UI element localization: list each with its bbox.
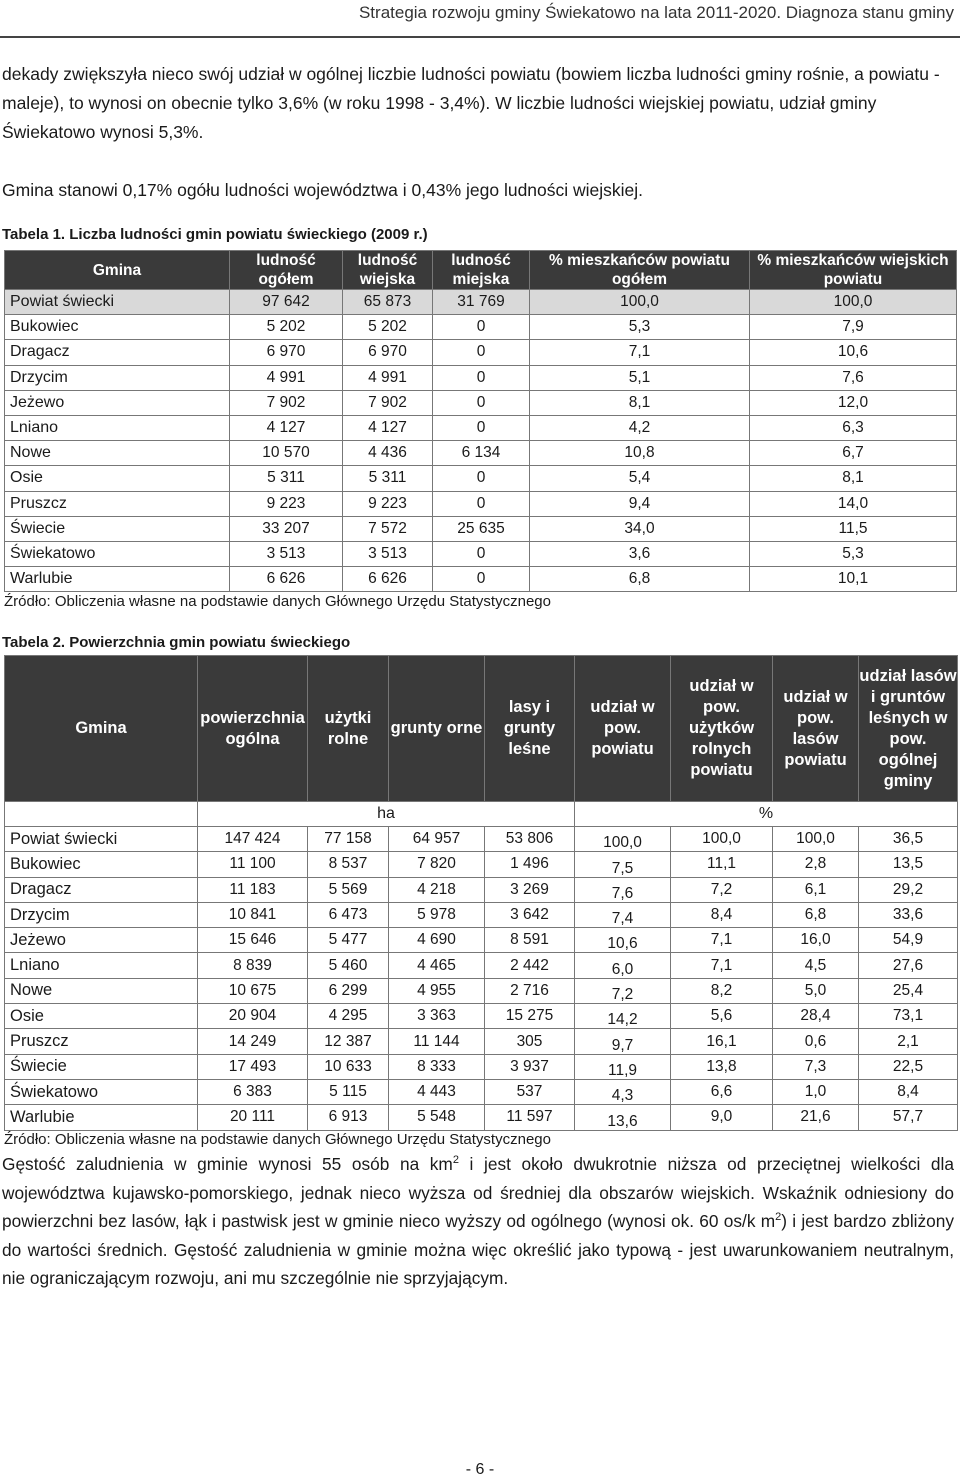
table-cell: 5 202 bbox=[230, 315, 343, 340]
table-cell: 54,9 bbox=[859, 928, 958, 953]
table-cell: 6,8 bbox=[530, 567, 750, 592]
paragraph-population-share: dekady zwiększyła nieco swój udział w ogólnej liczbie ludności powiatu (bowiem liczba ludności gminy rośnie, a powiatu - maleje), to wynosi on obecnie tylko 3,6% (w roku 1998 - 3,4%). W liczbie ludności wiejskiej powiatu, udział gminy Świekatowo wynosi 5,3%. bbox=[2, 64, 940, 142]
table-cell: 5 548 bbox=[389, 1105, 485, 1130]
table-cell: 1 496 bbox=[485, 852, 575, 877]
table-cell: 537 bbox=[485, 1079, 575, 1104]
table-cell: 14,0 bbox=[750, 491, 957, 516]
table-cell: 11 100 bbox=[198, 852, 308, 877]
gmina-name-cell: Lniano bbox=[5, 953, 198, 978]
table-row bbox=[5, 516, 957, 541]
table-cell: 7,1 bbox=[671, 953, 773, 978]
superscript-2: 2 bbox=[452, 1154, 459, 1167]
table-cell: 6,3 bbox=[750, 415, 957, 440]
table-cell: 64 957 bbox=[389, 827, 485, 852]
table-row bbox=[5, 315, 957, 340]
table-cell: 7,4 bbox=[575, 902, 671, 927]
table2-header-cell: udział w pow. lasów powiatu bbox=[773, 656, 859, 802]
unit-ha: ha bbox=[198, 802, 575, 827]
table-cell: 4,3 bbox=[575, 1079, 671, 1104]
table-row bbox=[5, 953, 958, 978]
gmina-name-cell: Dragacz bbox=[5, 340, 230, 365]
table2-header-cell: Gmina bbox=[5, 656, 198, 802]
table-cell: 11,5 bbox=[750, 516, 957, 541]
table-cell: 15 646 bbox=[198, 928, 308, 953]
table1-header-cell: ludność wiejska bbox=[343, 251, 433, 290]
table-cell: 7,2 bbox=[671, 877, 773, 902]
table-cell: 6,0 bbox=[575, 953, 671, 978]
table-cell: 1,0 bbox=[773, 1079, 859, 1104]
gmina-name-cell: Jeżewo bbox=[5, 928, 198, 953]
table-cell: 4,5 bbox=[773, 953, 859, 978]
table-cell: 4 295 bbox=[308, 1004, 389, 1029]
table-cell: 7 820 bbox=[389, 852, 485, 877]
table2-header-cell: grunty orne bbox=[389, 656, 485, 802]
gmina-name-cell: Bukowiec bbox=[5, 852, 198, 877]
table-cell: 5,4 bbox=[530, 466, 750, 491]
table-cell: 9 223 bbox=[343, 491, 433, 516]
table-cell: 73,1 bbox=[859, 1004, 958, 1029]
table-cell: 8 839 bbox=[198, 953, 308, 978]
table2-caption: Tabela 2. Powierzchnia gmin powiatu świeckiego bbox=[2, 634, 351, 651]
table-cell: 3 937 bbox=[485, 1054, 575, 1079]
table-cell: 3 642 bbox=[485, 902, 575, 927]
table-cell: 5 202 bbox=[343, 315, 433, 340]
table2-header-cell: udział lasów i gruntów leśnych w pow. ogólnej gminy bbox=[859, 656, 958, 802]
table1-source: Źródło: Obliczenia własne na podstawie danych Głównego Urzędu Statystycznego bbox=[4, 593, 551, 610]
gmina-name-cell: Bukowiec bbox=[5, 315, 230, 340]
table-cell: 4 443 bbox=[389, 1079, 485, 1104]
table-cell: 57,7 bbox=[859, 1105, 958, 1130]
table-cell: 2 442 bbox=[485, 953, 575, 978]
unit-percent: % bbox=[575, 802, 958, 827]
table-cell: 9,4 bbox=[530, 491, 750, 516]
table-cell: 5 477 bbox=[308, 928, 389, 953]
table-cell: 6,1 bbox=[773, 877, 859, 902]
table-cell: 0 bbox=[433, 466, 530, 491]
table-cell: 7,9 bbox=[750, 315, 957, 340]
table-row bbox=[5, 1029, 958, 1054]
area-table bbox=[4, 655, 958, 1131]
table-cell: 15 275 bbox=[485, 1004, 575, 1029]
table-cell: 5 569 bbox=[308, 877, 389, 902]
table-cell: 0 bbox=[433, 390, 530, 415]
table-cell: 6 383 bbox=[198, 1079, 308, 1104]
table-cell: 16,0 bbox=[773, 928, 859, 953]
table-cell: 2 716 bbox=[485, 978, 575, 1003]
table-cell: 9 223 bbox=[230, 491, 343, 516]
table-cell: 6 626 bbox=[343, 567, 433, 592]
table-cell: 0 bbox=[433, 340, 530, 365]
page-number: - 6 - bbox=[465, 1461, 495, 1478]
table-cell: 6 473 bbox=[308, 902, 389, 927]
gmina-name-cell: Drzycim bbox=[5, 902, 198, 927]
table-cell: 22,5 bbox=[859, 1054, 958, 1079]
gmina-name-cell: Warlubie bbox=[5, 1105, 198, 1130]
gmina-name-cell: Świecie bbox=[5, 1054, 198, 1079]
table-cell: 12,0 bbox=[750, 390, 957, 415]
table-cell: 5 311 bbox=[343, 466, 433, 491]
table-row bbox=[5, 491, 957, 516]
table-cell: 97 642 bbox=[230, 290, 343, 315]
table-row bbox=[5, 928, 958, 953]
table-cell: 2,8 bbox=[773, 852, 859, 877]
table2-header-row bbox=[5, 656, 958, 802]
table-cell: 3 363 bbox=[389, 1004, 485, 1029]
table-cell: 5 978 bbox=[389, 902, 485, 927]
table-row bbox=[5, 466, 957, 491]
paragraph-voivodeship-share: Gmina stanowi 0,17% ogółu ludności województwa i 0,43% jego ludności wiejskiej. bbox=[2, 180, 644, 200]
table-cell: 20 111 bbox=[198, 1105, 308, 1130]
table-cell: 31 769 bbox=[433, 290, 530, 315]
table1-caption: Tabela 1. Liczba ludności gmin powiatu świeckiego (2009 r.) bbox=[2, 226, 428, 243]
gmina-name-cell: Nowe bbox=[5, 441, 230, 466]
table-cell: 6,6 bbox=[671, 1079, 773, 1104]
table-cell: 0 bbox=[433, 415, 530, 440]
table-cell: 13,5 bbox=[859, 852, 958, 877]
table2-source: Źródło: Obliczenia własne na podstawie danych Głównego Urzędu Statystycznego bbox=[4, 1131, 551, 1148]
gmina-name-cell: Pruszcz bbox=[5, 1029, 198, 1054]
table-cell: 7,6 bbox=[575, 877, 671, 902]
table-row bbox=[5, 877, 958, 902]
table-cell: 7,1 bbox=[671, 928, 773, 953]
table-cell: 100,0 bbox=[671, 827, 773, 852]
running-title: Strategia rozwoju gminy Świekatowo na lata 2011-2020. Diagnoza stanu gminy bbox=[358, 3, 954, 22]
table-cell: 100,0 bbox=[575, 827, 671, 852]
table-cell: 2,1 bbox=[859, 1029, 958, 1054]
table-cell: 4 991 bbox=[343, 365, 433, 390]
table1-header-cell: % mieszkańców powiatu ogółem bbox=[530, 251, 750, 290]
table-cell: 11,1 bbox=[671, 852, 773, 877]
table-cell: 25 635 bbox=[433, 516, 530, 541]
table-cell: 11 144 bbox=[389, 1029, 485, 1054]
table-cell: 7,3 bbox=[773, 1054, 859, 1079]
table-cell: 5 460 bbox=[308, 953, 389, 978]
gmina-name-cell: Drzycim bbox=[5, 365, 230, 390]
table-cell: 0 bbox=[433, 491, 530, 516]
table-cell: 3,6 bbox=[530, 541, 750, 566]
table-row bbox=[5, 1079, 958, 1104]
table-cell: 5,0 bbox=[773, 978, 859, 1003]
table-cell: 5 115 bbox=[308, 1079, 389, 1104]
table-cell: 4,2 bbox=[530, 415, 750, 440]
table-row bbox=[5, 390, 957, 415]
table-cell: 0 bbox=[433, 567, 530, 592]
table-cell: 8 333 bbox=[389, 1054, 485, 1079]
table-cell: 4 127 bbox=[230, 415, 343, 440]
table-cell: 3 513 bbox=[343, 541, 433, 566]
table-cell: 33 207 bbox=[230, 516, 343, 541]
table-cell: 11,9 bbox=[575, 1054, 671, 1079]
gmina-name-cell: Świekatowo bbox=[5, 1079, 198, 1104]
table-cell: 25,4 bbox=[859, 978, 958, 1003]
table-row bbox=[5, 827, 958, 852]
table2-units-row bbox=[5, 802, 958, 827]
table-row bbox=[5, 415, 957, 440]
table-cell: 0,6 bbox=[773, 1029, 859, 1054]
table-cell: 9,7 bbox=[575, 1029, 671, 1054]
table-cell: 28,4 bbox=[773, 1004, 859, 1029]
table-cell: 5,3 bbox=[530, 315, 750, 340]
table1-header-cell: ludność ogółem bbox=[230, 251, 343, 290]
table-cell: 0 bbox=[433, 541, 530, 566]
table-cell: 6,7 bbox=[750, 441, 957, 466]
table-cell: 8 537 bbox=[308, 852, 389, 877]
gmina-name-cell: Powiat świecki bbox=[5, 827, 198, 852]
gmina-name-cell: Jeżewo bbox=[5, 390, 230, 415]
density-text-a: Gęstość zaludnienia w gminie wynosi 55 osób na km bbox=[2, 1154, 453, 1174]
table-cell: 20 904 bbox=[198, 1004, 308, 1029]
table-cell: 14 249 bbox=[198, 1029, 308, 1054]
table-cell: 4 465 bbox=[389, 953, 485, 978]
table-cell: 13,6 bbox=[575, 1105, 671, 1130]
table-row bbox=[5, 1105, 958, 1130]
table2-header-cell: powierzchnia ogólna bbox=[198, 656, 308, 802]
table-cell: 4 955 bbox=[389, 978, 485, 1003]
table-cell: 77 158 bbox=[308, 827, 389, 852]
table-cell: 33,6 bbox=[859, 902, 958, 927]
density-text-b: i jest około dwukrotnie niższa od przeciętnej wielkości dla województwa kujawsko-pomorskiego, jednak nieco wyższa od średniej dla obszarów wiejskich. Wskaźnik odniesiony do powierzchni bez lasów, łąk i pastwisk jest w gminie nieco wyższy od ogólnego (wynosi ok. 60 os/k m bbox=[2, 1154, 954, 1231]
table-cell: 5 311 bbox=[230, 466, 343, 491]
table-cell: 17 493 bbox=[198, 1054, 308, 1079]
population-table bbox=[4, 250, 957, 592]
table-row bbox=[5, 1004, 958, 1029]
table-cell: 29,2 bbox=[859, 877, 958, 902]
table1-header-cell: ludność miejska bbox=[433, 251, 530, 290]
gmina-name-cell: Warlubie bbox=[5, 567, 230, 592]
superscript-2: 2 bbox=[775, 1211, 782, 1224]
paragraph-population-density bbox=[2, 1150, 954, 1293]
table-row bbox=[5, 340, 957, 365]
table-cell: 7,1 bbox=[530, 340, 750, 365]
table-cell: 100,0 bbox=[750, 290, 957, 315]
gmina-name-cell: Powiat świecki bbox=[5, 290, 230, 315]
table-cell: 6 970 bbox=[230, 340, 343, 365]
table-cell: 7,5 bbox=[575, 852, 671, 877]
table-cell: 10,6 bbox=[750, 340, 957, 365]
header-rule bbox=[0, 36, 960, 38]
table-cell: 8,1 bbox=[750, 466, 957, 491]
table-cell: 4 127 bbox=[343, 415, 433, 440]
table-cell: 10 675 bbox=[198, 978, 308, 1003]
table-row bbox=[5, 541, 957, 566]
table-cell: 0 bbox=[433, 315, 530, 340]
table-cell: 6 970 bbox=[343, 340, 433, 365]
gmina-name-cell: Nowe bbox=[5, 978, 198, 1003]
table-cell: 14,2 bbox=[575, 1004, 671, 1029]
table-cell: 8 591 bbox=[485, 928, 575, 953]
table-cell: 10 841 bbox=[198, 902, 308, 927]
table-cell: 10,1 bbox=[750, 567, 957, 592]
table-cell: 100,0 bbox=[773, 827, 859, 852]
table-cell: 34,0 bbox=[530, 516, 750, 541]
table-cell: 11 597 bbox=[485, 1105, 575, 1130]
table-row bbox=[5, 290, 957, 315]
table-row bbox=[5, 1054, 958, 1079]
table-row bbox=[5, 365, 957, 390]
gmina-name-cell: Świecie bbox=[5, 516, 230, 541]
table-cell: 16,1 bbox=[671, 1029, 773, 1054]
gmina-name-cell: Pruszcz bbox=[5, 491, 230, 516]
table-cell: 5,6 bbox=[671, 1004, 773, 1029]
table-cell: 10 570 bbox=[230, 441, 343, 466]
table1-header-cell: Gmina bbox=[5, 251, 230, 290]
gmina-name-cell: Lniano bbox=[5, 415, 230, 440]
table2-header-cell: lasy i grunty leśne bbox=[485, 656, 575, 802]
table2-header-cell: udział w pow. powiatu bbox=[575, 656, 671, 802]
table-cell: 4 436 bbox=[343, 441, 433, 466]
table-cell: 6,8 bbox=[773, 902, 859, 927]
table-cell: 11 183 bbox=[198, 877, 308, 902]
table-cell: 305 bbox=[485, 1029, 575, 1054]
table-row bbox=[5, 441, 957, 466]
table-cell: 7 572 bbox=[343, 516, 433, 541]
table-cell: 36,5 bbox=[859, 827, 958, 852]
table2-header-cell: użytki rolne bbox=[308, 656, 389, 802]
table-cell: 6 299 bbox=[308, 978, 389, 1003]
table-cell: 3 513 bbox=[230, 541, 343, 566]
table-cell: 7 902 bbox=[230, 390, 343, 415]
table-cell: 3 269 bbox=[485, 877, 575, 902]
table-cell: 5,3 bbox=[750, 541, 957, 566]
gmina-name-cell: Osie bbox=[5, 1004, 198, 1029]
table-row bbox=[5, 567, 957, 592]
table-cell: 12 387 bbox=[308, 1029, 389, 1054]
table-cell: 4 690 bbox=[389, 928, 485, 953]
table-cell: 21,6 bbox=[773, 1105, 859, 1130]
table-cell: 10,8 bbox=[530, 441, 750, 466]
table-cell: 6 913 bbox=[308, 1105, 389, 1130]
density-text-c: ) i jest bardzo zbliżony do wartości średnich. Gęstość zaludnienia w gminie można więc określić jako typową - jest uwarunkowaniem neutralnym, nie ograniczającym rozwoju, ani mu szczególnie nie sprzyjającym. bbox=[2, 1211, 955, 1288]
table-row bbox=[5, 978, 958, 1003]
table-cell: 10,6 bbox=[575, 928, 671, 953]
table-cell: 6 134 bbox=[433, 441, 530, 466]
table-cell: 8,4 bbox=[859, 1079, 958, 1104]
table-cell: 5,1 bbox=[530, 365, 750, 390]
table-cell: 65 873 bbox=[343, 290, 433, 315]
table-cell: 8,1 bbox=[530, 390, 750, 415]
table-row bbox=[5, 902, 958, 927]
table-cell: 10 633 bbox=[308, 1054, 389, 1079]
table-cell: 8,4 bbox=[671, 902, 773, 927]
table-cell: 27,6 bbox=[859, 953, 958, 978]
table-cell: 7 902 bbox=[343, 390, 433, 415]
table-cell: 8,2 bbox=[671, 978, 773, 1003]
table-cell: 4 991 bbox=[230, 365, 343, 390]
table-cell: 4 218 bbox=[389, 877, 485, 902]
table-cell: 9,0 bbox=[671, 1105, 773, 1130]
gmina-name-cell: Świekatowo bbox=[5, 541, 230, 566]
table-cell: 7,6 bbox=[750, 365, 957, 390]
table-cell: 53 806 bbox=[485, 827, 575, 852]
table-cell: 7,2 bbox=[575, 978, 671, 1003]
gmina-name-cell: Osie bbox=[5, 466, 230, 491]
table-cell: 100,0 bbox=[530, 290, 750, 315]
table-row bbox=[5, 852, 958, 877]
table1-header-cell: % mieszkańców wiejskich powiatu bbox=[750, 251, 957, 290]
table-cell: 6 626 bbox=[230, 567, 343, 592]
table2-header-cell: udział w pow. użytków rolnych powiatu bbox=[671, 656, 773, 802]
table-cell: 147 424 bbox=[198, 827, 308, 852]
table1-header-row bbox=[5, 251, 957, 290]
table-cell: 0 bbox=[433, 365, 530, 390]
units-blank-cell bbox=[5, 802, 198, 827]
gmina-name-cell: Dragacz bbox=[5, 877, 198, 902]
table-cell: 13,8 bbox=[671, 1054, 773, 1079]
